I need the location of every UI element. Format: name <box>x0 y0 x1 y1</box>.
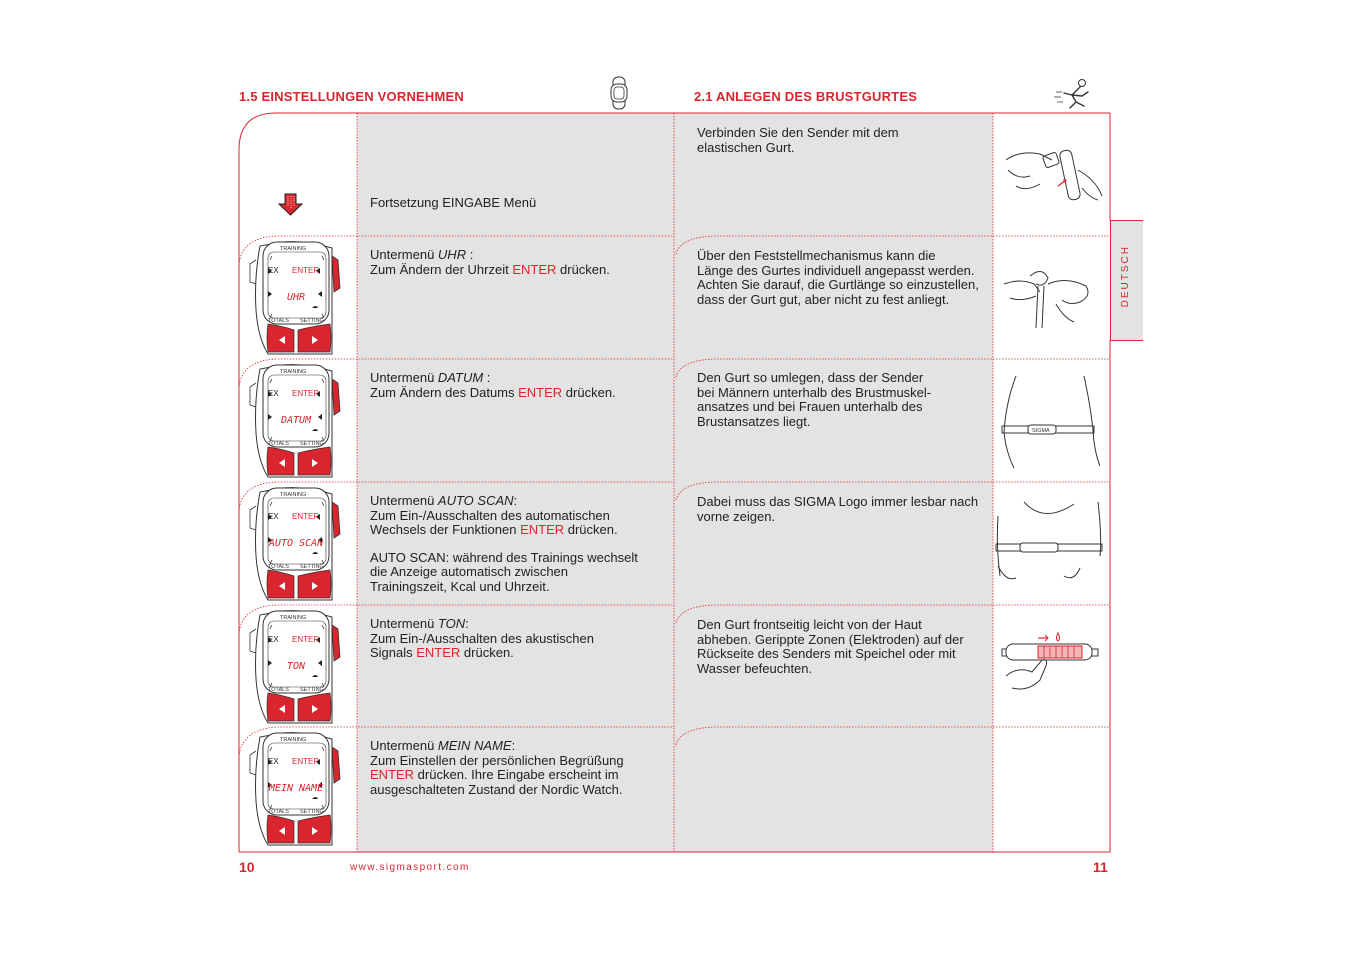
watch-display-text: UHR <box>286 292 306 303</box>
row-meinname-text: Untermenü MEIN NAME: Zum Einstellen der persönlichen Begrüßung ENTER drücken. Ihre Eingabe erscheint im ausgeschalteten Zustand der Nordic Watch. <box>370 738 624 797</box>
step-3-text: Den Gurt so umlegen, dass der Sender bei Männern unterhalb des Brustmuskel- ansatzes und bei Frauen unterhalb des Brustansatzes liegt. <box>697 370 932 429</box>
watch-display-text: MEIN NAME <box>268 783 324 794</box>
language-tab[interactable] <box>1110 220 1143 341</box>
watch-display-text: DATUM <box>280 415 312 426</box>
svg-text:SIGMA: SIGMA <box>1032 428 1050 434</box>
watch-display-3 <box>246 484 348 604</box>
watch-label-totals: TOTALS <box>268 318 289 324</box>
watch-label-enter: ENTER <box>292 635 320 644</box>
left-page-number: 10 <box>239 859 255 875</box>
right-page-number: 11 <box>1093 859 1108 875</box>
step-4-text: Dabei muss das SIGMA Logo immer lesbar nach vorne zeigen. <box>697 494 979 524</box>
row-ton-text: Untermenü TON: Zum Ein-/Ausschalten des akustischen Signals ENTER drücken. <box>370 616 594 661</box>
language-tab-label: DEUTSCH <box>1120 245 1131 308</box>
watch-label-setting: SETTING <box>300 687 324 693</box>
watch-label-setting: SETTING <box>300 441 324 447</box>
watch-label-enter: ENTER <box>292 389 320 398</box>
electrode-moisten-illustration <box>998 630 1102 696</box>
watch-label-setting: SETTING <box>300 809 324 815</box>
website-link[interactable]: www.sigmasport.com <box>350 862 470 873</box>
watch-label-setting: SETTING <box>300 564 324 570</box>
watch-display-2 <box>246 361 348 481</box>
watch-label-totals: TOTALS <box>268 564 289 570</box>
chest-strap-position-illustration <box>996 372 1106 472</box>
watch-label-training: TRAINING <box>280 246 307 252</box>
watch-display-text: AUTO SCAN <box>268 538 324 549</box>
watch-label-totals: TOTALS <box>268 441 289 447</box>
watch-display-5 <box>246 729 348 849</box>
right-page-title: 2.1 ANLEGEN DES BRUSTGURTES <box>694 89 918 104</box>
watch-label-enter: ENTER <box>292 266 320 275</box>
left-page-title: 1.5 EINSTELLUNGEN VORNEHMEN <box>239 89 464 104</box>
row-uhr-text: Untermenü UHR : Zum Ändern der Uhrzeit ENTER drücken. <box>370 247 610 277</box>
watch-label-training: TRAINING <box>280 492 307 498</box>
step-1-text: Verbinden Sie den Sender mit dem elastischen Gurt. <box>697 125 899 155</box>
logo-front-illustration <box>994 496 1106 592</box>
row-autoscan-text: Untermenü AUTO SCAN: Zum Ein-/Ausschalten des automatischen Wechsels der Funktionen ENTER drücken. AUTO SCAN: während des Trainings wechselt die Anzeige automatisch zwischen Trainingszeit, Kcal und Uhrzeit. <box>370 493 638 594</box>
step-2-text: Über den Feststellmechanismus kann die Länge des Gurtes individuell angepasst werden. Achten Sie darauf, die Gurtlänge so einzustellen, dass der Gurt gut, aber nicht zu fest anliegt. <box>697 248 979 307</box>
watch-label-ex: EX <box>268 757 279 766</box>
watch-label-setting: SETTING <box>300 318 324 324</box>
watch-display-4 <box>246 607 348 727</box>
watch-label-training: TRAINING <box>280 369 307 375</box>
watch-label-ex: EX <box>268 635 279 644</box>
step-5-text: Den Gurt frontseitig leicht von der Haut abheben. Gerippte Zonen (Elektroden) auf der Rückseite des Senders mit Speichel oder mit Wasser befeuchten. <box>697 617 964 676</box>
row-datum-text: Untermenü DATUM : Zum Ändern des Datums ENTER drücken. <box>370 370 616 400</box>
watch-display-1 <box>246 238 348 358</box>
watch-label-totals: TOTALS <box>268 687 289 693</box>
intro-text: Fortsetzung EINGABE Menü <box>370 195 537 210</box>
watch-label-enter: ENTER <box>292 512 320 521</box>
watch-label-enter: ENTER <box>292 757 320 766</box>
watch-display-text: TON <box>286 661 306 672</box>
watch-label-totals: TOTALS <box>268 809 289 815</box>
watch-label-training: TRAINING <box>280 615 307 621</box>
watch-label-ex: EX <box>268 266 279 275</box>
sender-connect-illustration <box>1000 140 1106 210</box>
watch-label-ex: EX <box>268 512 279 521</box>
watch-label-ex: EX <box>268 389 279 398</box>
strap-adjust-illustration <box>1000 262 1100 332</box>
watch-label-training: TRAINING <box>280 737 307 743</box>
